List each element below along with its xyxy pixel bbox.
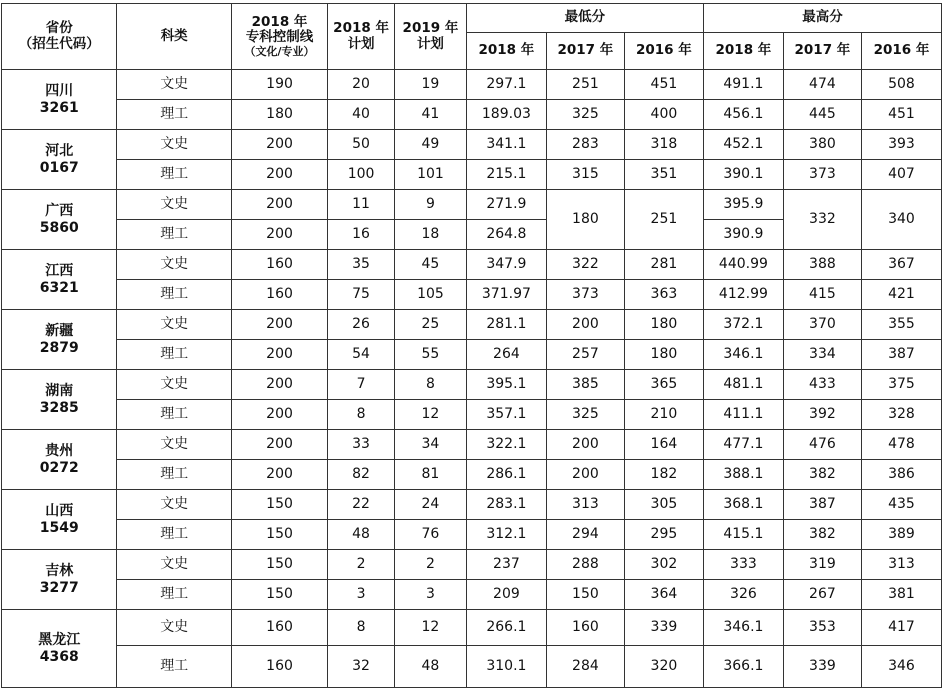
table-body: [2, 70, 942, 688]
min-score-cell: 315: [546, 160, 624, 190]
province-code: 1549: [39, 519, 79, 536]
min-score-cell: 357.1: [466, 400, 546, 430]
max-score-cell: 340: [861, 190, 941, 250]
min-score-cell: 271.9: [466, 190, 546, 220]
min-score-cell: 283.1: [466, 490, 546, 520]
max-score-cell: 334: [783, 340, 861, 370]
max-score-cell: 481.1: [703, 370, 783, 400]
min-score-cell: 200: [546, 310, 624, 340]
plan-2018-cell: 100: [328, 160, 395, 190]
max-score-cell: 346: [861, 646, 941, 688]
plan-2019-cell: 101: [394, 160, 466, 190]
category-cell: 理工: [117, 280, 231, 310]
min-score-cell: 283: [546, 130, 624, 160]
max-score-cell: 332: [783, 190, 861, 250]
plan-2019-cell: 25: [394, 310, 466, 340]
min-score-cell: 318: [624, 130, 703, 160]
control-line-cell: 180: [231, 100, 327, 130]
table-row: [2, 460, 942, 490]
max-score-cell: 373: [783, 160, 861, 190]
table-row: [2, 490, 942, 520]
control-line-cell: 200: [231, 430, 327, 460]
min-score-cell: 325: [546, 100, 624, 130]
province-name: 新疆: [45, 323, 74, 340]
min-score-cell: 297.1: [466, 70, 546, 100]
province-cell: [2, 130, 117, 190]
max-score-cell: 267: [783, 580, 861, 610]
table-row: [2, 646, 942, 688]
plan-2018-cell: 2: [328, 550, 395, 580]
min-year-2018-header: 2018 年: [466, 33, 546, 70]
min-score-cell: 322.1: [466, 430, 546, 460]
plan-2019-cell: 34: [394, 430, 466, 460]
max-score-cell: 368.1: [703, 490, 783, 520]
min-score-cell: 385: [546, 370, 624, 400]
min-score-cell: 312.1: [466, 520, 546, 550]
control-line-cell: 200: [231, 400, 327, 430]
province-code: 4368: [39, 648, 79, 665]
plan-2019-cell: 45: [394, 250, 466, 280]
max-score-header: 最高分: [703, 4, 941, 33]
plan-2018-cell: 35: [328, 250, 395, 280]
category-cell: 文史: [117, 190, 231, 220]
control-line-cell: 150: [231, 490, 327, 520]
max-score-cell: 339: [783, 646, 861, 688]
max-score-cell: 313: [861, 550, 941, 580]
plan-2019-cell: 9: [394, 190, 466, 220]
max-score-cell: 326: [703, 580, 783, 610]
table-header: [2, 4, 942, 70]
max-score-cell: 366.1: [703, 646, 783, 688]
control-line-cell: 150: [231, 550, 327, 580]
plan-2018-cell: 54: [328, 340, 395, 370]
plan-2018-cell: 8: [328, 610, 395, 646]
min-score-cell: 286.1: [466, 460, 546, 490]
min-score-cell: 180: [624, 340, 703, 370]
min-score-cell: 215.1: [466, 160, 546, 190]
min-score-cell: 281: [624, 250, 703, 280]
min-score-cell: 160: [546, 610, 624, 646]
table-row: [2, 130, 942, 160]
min-score-cell: 264: [466, 340, 546, 370]
min-score-cell: 264.8: [466, 220, 546, 250]
plan-2018-cell: 26: [328, 310, 395, 340]
control-line-cell: 160: [231, 250, 327, 280]
min-score-cell: 150: [546, 580, 624, 610]
max-score-cell: 388.1: [703, 460, 783, 490]
plan-2018-cell: 33: [328, 430, 395, 460]
plan-2019-cell: 2: [394, 550, 466, 580]
min-score-cell: 189.03: [466, 100, 546, 130]
min-score-cell: 347.9: [466, 250, 546, 280]
category-cell: 理工: [117, 580, 231, 610]
plan-2018-cell: 16: [328, 220, 395, 250]
max-score-cell: 346.1: [703, 610, 783, 646]
max-score-cell: 387: [783, 490, 861, 520]
max-score-cell: 478: [861, 430, 941, 460]
category-cell: 文史: [117, 430, 231, 460]
control-line-header: 2018 年 专科控制线 （文化/专业）: [231, 4, 327, 70]
min-score-cell: 400: [624, 100, 703, 130]
max-score-cell: 491.1: [703, 70, 783, 100]
category-cell: 文史: [117, 310, 231, 340]
plan-2019-cell: 3: [394, 580, 466, 610]
province-cell: [2, 430, 117, 490]
max-score-cell: 451: [861, 100, 941, 130]
plan-2018-cell: 40: [328, 100, 395, 130]
plan-2018-cell: 11: [328, 190, 395, 220]
min-score-cell: 182: [624, 460, 703, 490]
province-name: 黑龙江: [38, 632, 81, 649]
province-code: 3277: [39, 579, 79, 596]
plan-2019-cell: 18: [394, 220, 466, 250]
min-score-cell: 257: [546, 340, 624, 370]
min-score-cell: 365: [624, 370, 703, 400]
min-score-cell: 363: [624, 280, 703, 310]
max-score-cell: 388: [783, 250, 861, 280]
category-cell: 理工: [117, 220, 231, 250]
category-cell: 文史: [117, 610, 231, 646]
province-cell: [2, 70, 117, 130]
min-score-cell: 339: [624, 610, 703, 646]
table-row: [2, 430, 942, 460]
plan-2018-cell: 75: [328, 280, 395, 310]
control-line-cell: 160: [231, 280, 327, 310]
max-score-cell: 386: [861, 460, 941, 490]
province-header: 省份 （招生代码）: [2, 4, 117, 70]
min-score-cell: 395.1: [466, 370, 546, 400]
max-score-cell: 476: [783, 430, 861, 460]
plan-2019-cell: 81: [394, 460, 466, 490]
province-cell: [2, 610, 117, 688]
category-cell: 文史: [117, 250, 231, 280]
plan-2019-header: 2019 年 计划: [394, 4, 466, 70]
plan-2019-cell: 41: [394, 100, 466, 130]
plan-2018-cell: 50: [328, 130, 395, 160]
max-year-2017-header: 2017 年: [783, 33, 861, 70]
max-score-cell: 370: [783, 310, 861, 340]
min-score-cell: 371.97: [466, 280, 546, 310]
category-cell: 理工: [117, 340, 231, 370]
table-row: [2, 580, 942, 610]
max-score-cell: 367: [861, 250, 941, 280]
plan-2018-cell: 32: [328, 646, 395, 688]
table-row: [2, 400, 942, 430]
plan-2018-cell: 3: [328, 580, 395, 610]
plan-2019-cell: 105: [394, 280, 466, 310]
min-score-cell: 313: [546, 490, 624, 520]
min-score-cell: 284: [546, 646, 624, 688]
min-score-cell: 200: [546, 430, 624, 460]
max-score-cell: 445: [783, 100, 861, 130]
plan-2018-cell: 82: [328, 460, 395, 490]
plan-2019-cell: 12: [394, 610, 466, 646]
province-cell: [2, 550, 117, 610]
max-score-cell: 380: [783, 130, 861, 160]
max-score-cell: 508: [861, 70, 941, 100]
min-score-cell: 180: [546, 190, 624, 250]
category-header: 科类: [117, 4, 231, 70]
plan-2019-cell: 8: [394, 370, 466, 400]
min-score-cell: 237: [466, 550, 546, 580]
plan-2018-cell: 48: [328, 520, 395, 550]
plan-2019-cell: 76: [394, 520, 466, 550]
category-cell: 理工: [117, 400, 231, 430]
control-line-cell: 160: [231, 610, 327, 646]
category-cell: 文史: [117, 370, 231, 400]
control-line-cell: 150: [231, 580, 327, 610]
min-score-cell: 180: [624, 310, 703, 340]
min-score-cell: 209: [466, 580, 546, 610]
max-score-cell: 387: [861, 340, 941, 370]
min-score-cell: 451: [624, 70, 703, 100]
plan-2019-cell: 24: [394, 490, 466, 520]
control-line-cell: 200: [231, 130, 327, 160]
min-score-cell: 302: [624, 550, 703, 580]
table-row: [2, 250, 942, 280]
min-score-cell: 295: [624, 520, 703, 550]
min-score-cell: 310.1: [466, 646, 546, 688]
min-score-cell: 320: [624, 646, 703, 688]
min-score-cell: 251: [546, 70, 624, 100]
control-line-cell: 160: [231, 646, 327, 688]
category-cell: 理工: [117, 646, 231, 688]
max-score-cell: 474: [783, 70, 861, 100]
max-score-cell: 319: [783, 550, 861, 580]
min-score-cell: 288: [546, 550, 624, 580]
table-row: [2, 340, 942, 370]
min-score-cell: 294: [546, 520, 624, 550]
province-cell: [2, 370, 117, 430]
province-cell: [2, 250, 117, 310]
control-line-cell: 150: [231, 520, 327, 550]
max-score-cell: 477.1: [703, 430, 783, 460]
table-row: [2, 190, 942, 220]
min-score-cell: 305: [624, 490, 703, 520]
category-cell: 理工: [117, 100, 231, 130]
plan-2019-cell: 55: [394, 340, 466, 370]
max-score-cell: 382: [783, 460, 861, 490]
max-score-cell: 346.1: [703, 340, 783, 370]
max-score-cell: 395.9: [703, 190, 783, 220]
max-year-2018-header: 2018 年: [703, 33, 783, 70]
min-score-cell: 266.1: [466, 610, 546, 646]
max-score-cell: 393: [861, 130, 941, 160]
min-score-header: 最低分: [466, 4, 703, 33]
max-score-cell: 433: [783, 370, 861, 400]
max-score-cell: 435: [861, 490, 941, 520]
min-score-cell: 164: [624, 430, 703, 460]
province-code: 0167: [39, 159, 79, 176]
control-line-cell: 200: [231, 370, 327, 400]
table-row: [2, 520, 942, 550]
max-score-cell: 415: [783, 280, 861, 310]
max-score-cell: 328: [861, 400, 941, 430]
min-score-cell: 341.1: [466, 130, 546, 160]
plan-2019-cell: 49: [394, 130, 466, 160]
category-cell: 理工: [117, 520, 231, 550]
min-score-cell: 373: [546, 280, 624, 310]
province-code: 3261: [39, 99, 79, 116]
max-score-cell: 392: [783, 400, 861, 430]
province-name: 河北: [45, 143, 74, 160]
max-score-cell: 333: [703, 550, 783, 580]
table-row: [2, 610, 942, 646]
category-cell: 理工: [117, 460, 231, 490]
province-name: 吉林: [45, 563, 74, 580]
table-row: [2, 100, 942, 130]
plan-2019-cell: 48: [394, 646, 466, 688]
plan-2018-cell: 20: [328, 70, 395, 100]
max-score-cell: 353: [783, 610, 861, 646]
max-score-cell: 375: [861, 370, 941, 400]
province-code: 5860: [39, 219, 79, 236]
plan-2018-cell: 22: [328, 490, 395, 520]
control-line-cell: 200: [231, 220, 327, 250]
max-score-cell: 417: [861, 610, 941, 646]
max-score-cell: 421: [861, 280, 941, 310]
category-cell: 文史: [117, 550, 231, 580]
plan-2018-cell: 7: [328, 370, 395, 400]
table-row: [2, 70, 942, 100]
plan-2019-cell: 12: [394, 400, 466, 430]
min-year-2016-header: 2016 年: [624, 33, 703, 70]
table-row: [2, 370, 942, 400]
min-score-cell: 322: [546, 250, 624, 280]
province-cell: [2, 310, 117, 370]
max-score-cell: 389: [861, 520, 941, 550]
category-cell: 文史: [117, 70, 231, 100]
max-score-cell: 415.1: [703, 520, 783, 550]
province-name: 湖南: [45, 383, 74, 400]
plan-2019-cell: 19: [394, 70, 466, 100]
table-row: [2, 280, 942, 310]
max-score-cell: 411.1: [703, 400, 783, 430]
control-line-cell: 200: [231, 460, 327, 490]
max-score-cell: 390.1: [703, 160, 783, 190]
province-name: 广西: [45, 203, 74, 220]
control-line-cell: 200: [231, 160, 327, 190]
max-year-2016-header: 2016 年: [861, 33, 941, 70]
max-score-cell: 452.1: [703, 130, 783, 160]
table-row: [2, 310, 942, 340]
control-line-cell: 200: [231, 310, 327, 340]
min-year-2017-header: 2017 年: [546, 33, 624, 70]
min-score-cell: 210: [624, 400, 703, 430]
category-cell: 文史: [117, 130, 231, 160]
admission-score-table: [1, 3, 942, 688]
max-score-cell: 390.9: [703, 220, 783, 250]
province-name: 四川: [45, 83, 74, 100]
max-score-cell: 407: [861, 160, 941, 190]
min-score-cell: 200: [546, 460, 624, 490]
province-name: 江西: [45, 263, 74, 280]
max-score-cell: 412.99: [703, 280, 783, 310]
plan-2018-cell: 8: [328, 400, 395, 430]
min-score-cell: 251: [624, 190, 703, 250]
control-line-cell: 190: [231, 70, 327, 100]
max-score-cell: 382: [783, 520, 861, 550]
table-row: [2, 160, 942, 190]
min-score-cell: 364: [624, 580, 703, 610]
province-code: 0272: [39, 459, 79, 476]
province-code: 3285: [39, 399, 79, 416]
province-code: 2879: [39, 339, 79, 356]
province-name: 贵州: [45, 443, 74, 460]
province-name: 山西: [45, 503, 74, 520]
max-score-cell: 440.99: [703, 250, 783, 280]
plan-2018-header: 2018 年 计划: [328, 4, 395, 70]
control-line-cell: 200: [231, 190, 327, 220]
category-cell: 文史: [117, 490, 231, 520]
table-row: [2, 550, 942, 580]
max-score-cell: 381: [861, 580, 941, 610]
max-score-cell: 456.1: [703, 100, 783, 130]
province-code: 6321: [39, 279, 79, 296]
min-score-cell: 281.1: [466, 310, 546, 340]
max-score-cell: 355: [861, 310, 941, 340]
province-cell: [2, 190, 117, 250]
max-score-cell: 372.1: [703, 310, 783, 340]
min-score-cell: 325: [546, 400, 624, 430]
control-line-cell: 200: [231, 340, 327, 370]
category-cell: 理工: [117, 160, 231, 190]
min-score-cell: 351: [624, 160, 703, 190]
province-cell: [2, 490, 117, 550]
